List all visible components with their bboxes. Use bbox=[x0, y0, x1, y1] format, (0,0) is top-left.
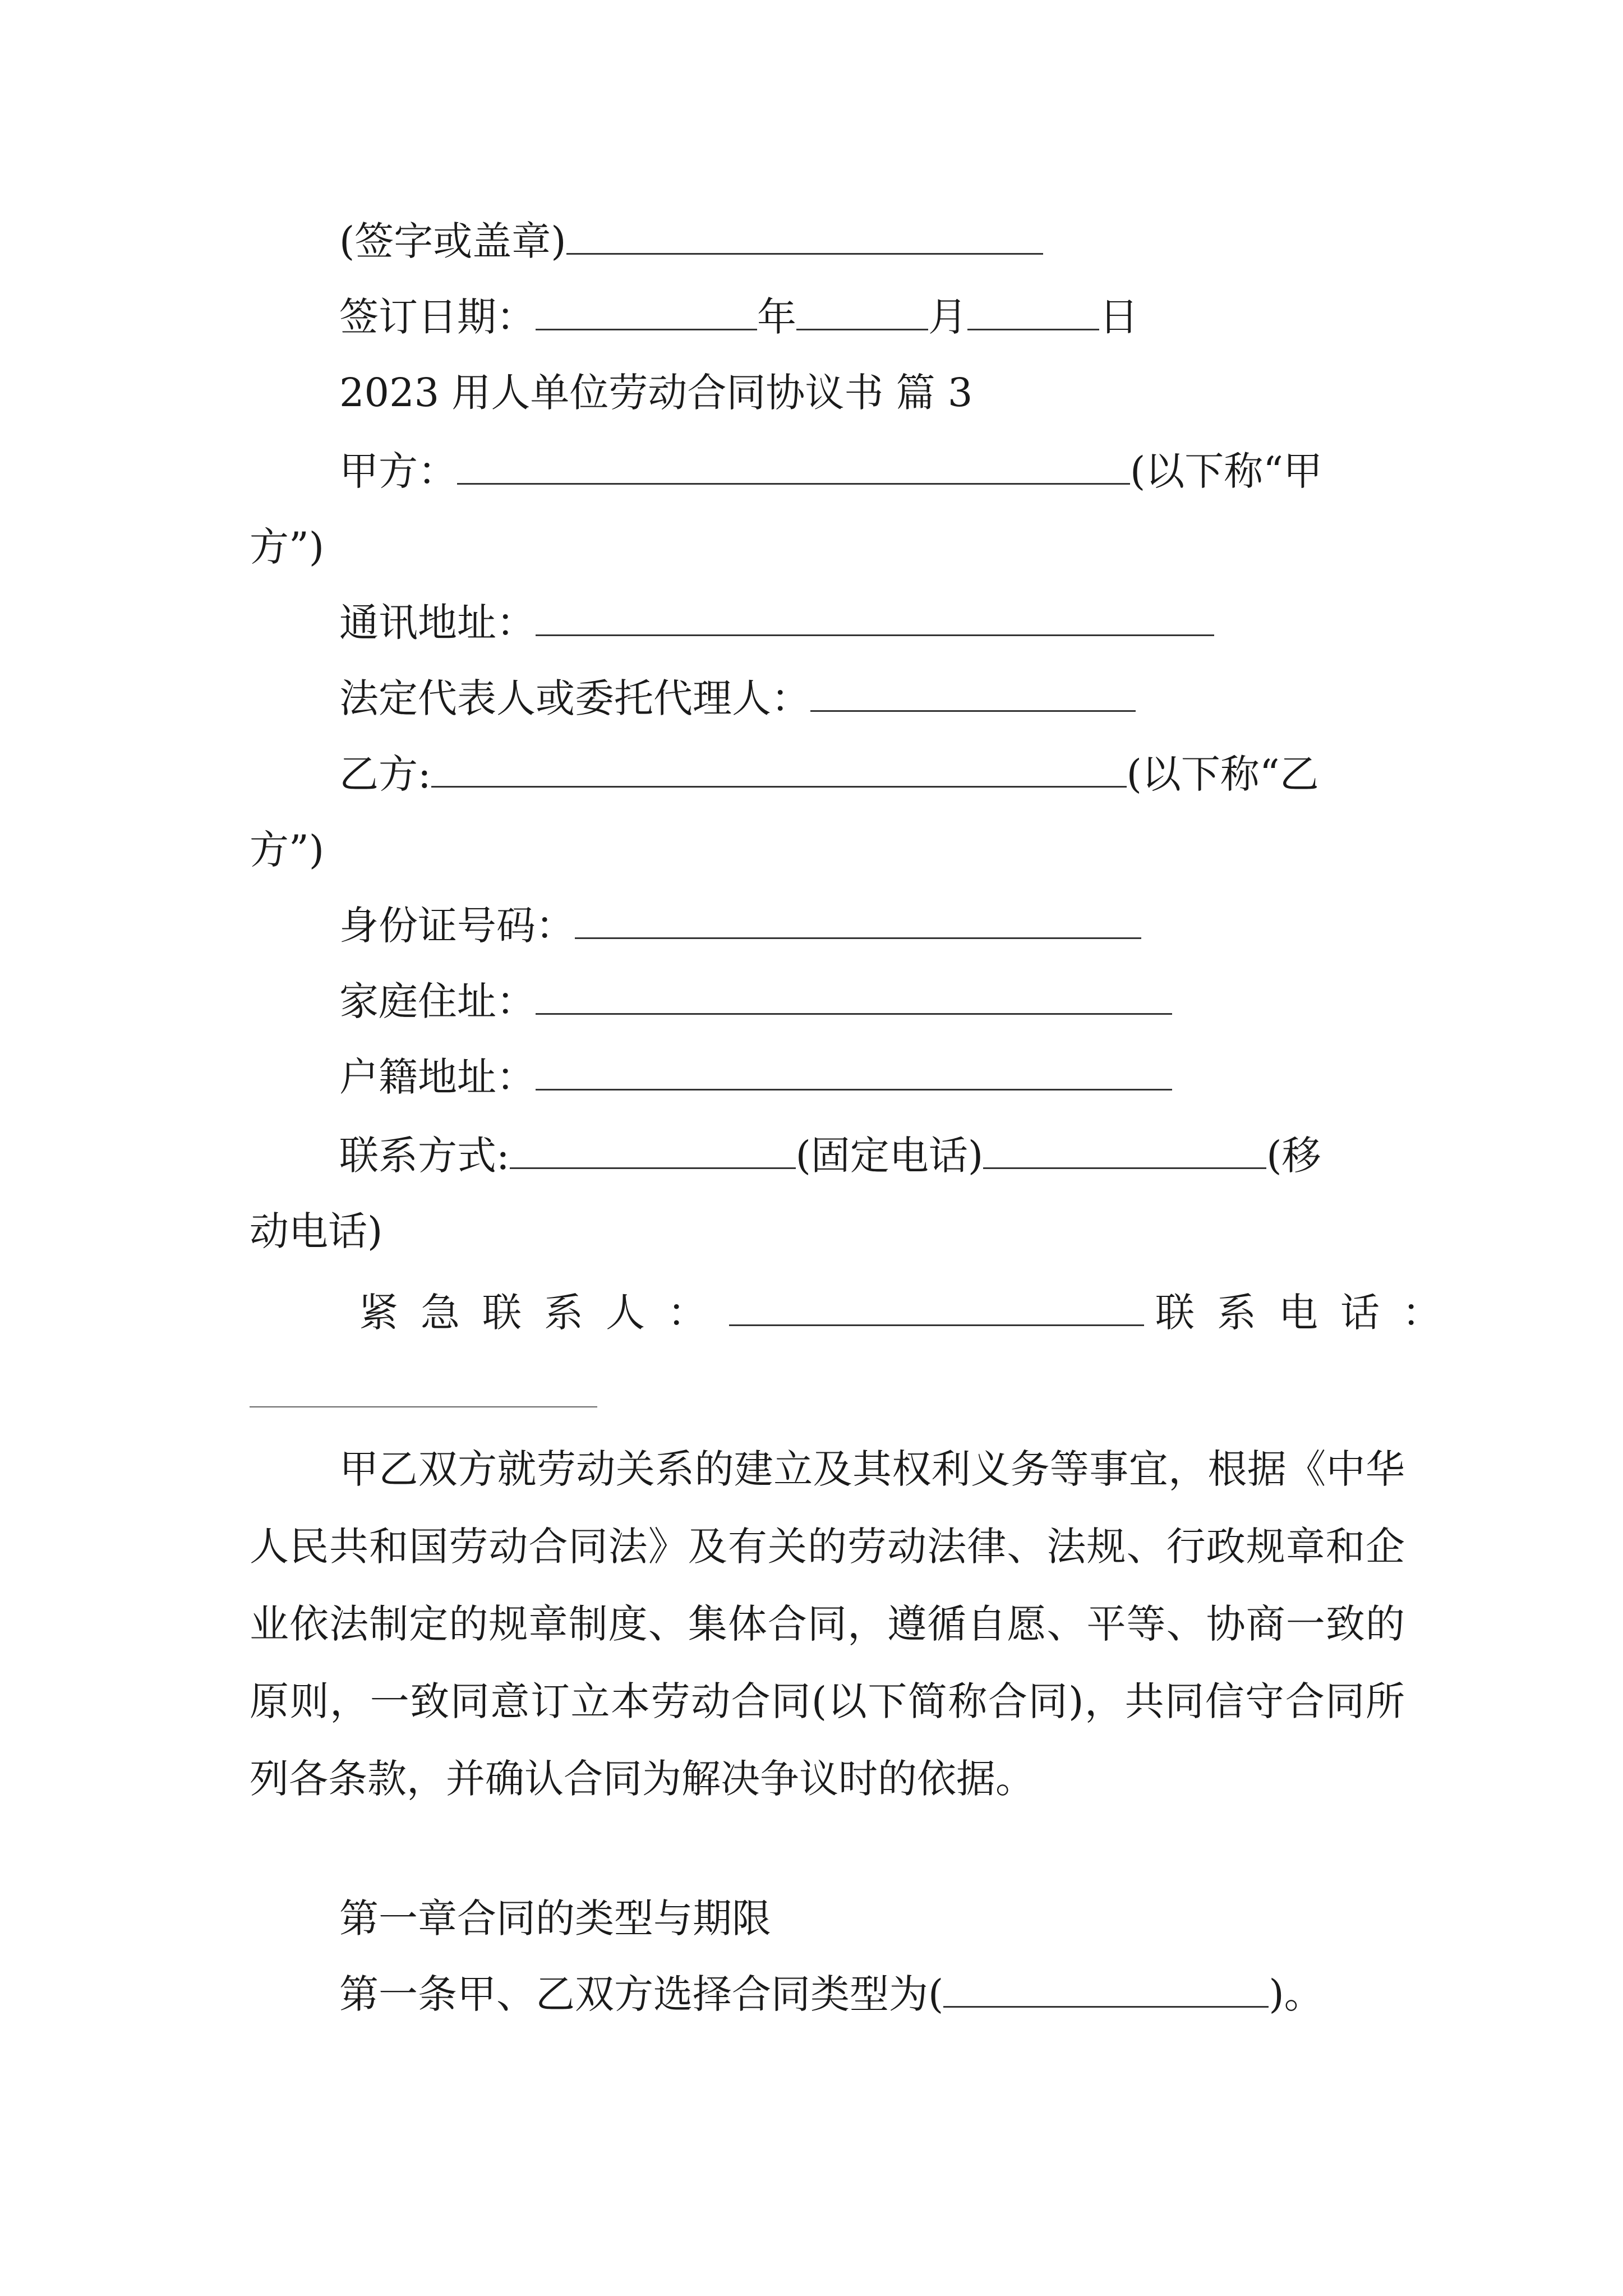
home-address-line bbox=[339, 973, 1172, 1029]
household-address-blank[interactable] bbox=[536, 1055, 1172, 1091]
party-a-line bbox=[339, 443, 1322, 499]
legal-rep-blank[interactable] bbox=[810, 677, 1136, 712]
landline-label: (固定电话) bbox=[795, 1133, 984, 1179]
year-label: 年 bbox=[757, 294, 796, 340]
party-b-line bbox=[339, 746, 1319, 802]
chapter-title: 第一章合同的类型与期限 bbox=[339, 1895, 771, 1941]
contact-line bbox=[339, 1128, 1321, 1184]
household-address-label: 户籍地址： bbox=[339, 1054, 536, 1100]
month-label: 月 bbox=[928, 294, 967, 340]
emergency-phone-label: 联系电话： bbox=[1155, 1290, 1464, 1336]
day-blank[interactable] bbox=[967, 295, 1099, 330]
home-address-label: 家庭住址： bbox=[339, 978, 536, 1024]
signature-label: (签字或盖章) bbox=[339, 218, 566, 264]
legal-rep-line bbox=[339, 670, 1136, 726]
sign-date-line bbox=[339, 289, 1138, 345]
address-label: 通讯地址： bbox=[339, 600, 536, 646]
party-b-blank[interactable] bbox=[431, 752, 1127, 788]
party-a-label: 甲方： bbox=[339, 448, 457, 494]
party-b-continuation: 方”) bbox=[250, 827, 325, 873]
address-blank[interactable] bbox=[536, 601, 1214, 636]
id-number-line bbox=[339, 898, 1141, 954]
emergency-contact-blank[interactable] bbox=[729, 1291, 1144, 1326]
section-title: 2023 用人单位劳动合同协议书 篇 3 bbox=[339, 370, 973, 416]
contact-label: 联系方式: bbox=[339, 1133, 510, 1179]
day-label: 日 bbox=[1099, 294, 1138, 340]
household-address-line bbox=[339, 1049, 1172, 1105]
home-address-blank[interactable] bbox=[536, 979, 1172, 1015]
article-one-prefix: 第一条甲、乙双方选择合同类型为( bbox=[339, 1971, 944, 2017]
party-a-continuation: 方”) bbox=[250, 524, 325, 570]
party-a-suffix: (以下称“甲 bbox=[1130, 448, 1323, 494]
intro-paragraph: 甲乙双方就劳动关系的建立及其权利义务等事宜，根据《中华人民共和国劳动合同法》及有关的劳动法律、法规、行政规章和企业依法制定的规章制度、集体合同，遵循自愿、平等、协商一致的原则，一致同意订立本劳动合同(以下简称合同)，共同信守合同所列各条款，并确认合同为解决争议时的依据。 bbox=[250, 1446, 1405, 1802]
signature-blank[interactable] bbox=[566, 219, 1043, 255]
mobile-prefix: (移 bbox=[1266, 1133, 1321, 1179]
legal-rep-label: 法定代表人或委托代理人： bbox=[339, 675, 810, 721]
sign-date-label: 签订日期： bbox=[339, 294, 536, 340]
id-number-blank[interactable] bbox=[575, 904, 1141, 939]
mobile-blank[interactable] bbox=[983, 1134, 1266, 1169]
address-line bbox=[339, 595, 1214, 651]
signature-line bbox=[339, 213, 1043, 269]
id-number-label: 身份证号码： bbox=[339, 903, 575, 949]
article-one-suffix: )。 bbox=[1269, 1971, 1324, 2017]
emergency-phone-blank[interactable] bbox=[250, 1373, 597, 1407]
landline-blank[interactable] bbox=[510, 1134, 796, 1169]
emergency-contact-label: 紧急联系人： bbox=[359, 1290, 729, 1336]
month-blank[interactable] bbox=[796, 295, 928, 330]
mobile-continuation: 动电话) bbox=[250, 1208, 383, 1254]
emergency-line bbox=[359, 1285, 1464, 1341]
party-b-suffix: (以下称“乙 bbox=[1126, 751, 1319, 797]
party-a-blank[interactable] bbox=[457, 449, 1130, 485]
party-b-label: 乙方: bbox=[339, 751, 431, 797]
article-one-line bbox=[339, 1966, 1324, 2022]
contract-type-blank[interactable] bbox=[943, 1972, 1269, 2008]
emergency-phone-line bbox=[250, 1366, 597, 1422]
year-blank[interactable] bbox=[536, 295, 757, 330]
